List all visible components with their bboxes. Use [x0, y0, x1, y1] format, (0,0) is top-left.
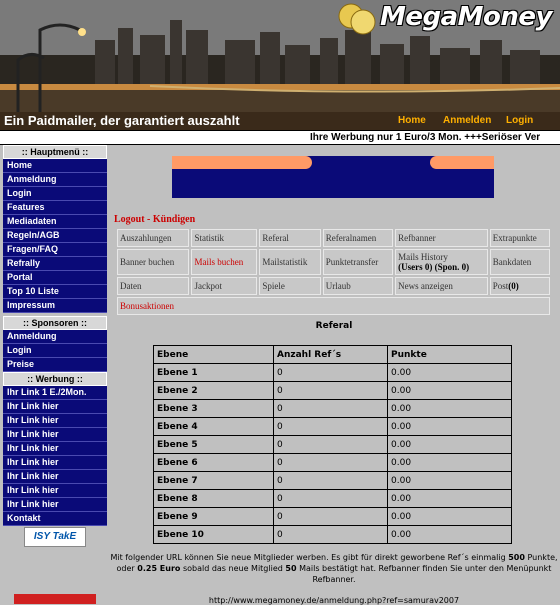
- ad-link-4[interactable]: Ihr Link hier: [3, 428, 107, 442]
- history-users-count: (Users 0): [398, 262, 433, 272]
- cell-points: 0.00: [388, 418, 512, 436]
- table-header-row: [154, 346, 512, 364]
- table-row: [154, 364, 512, 382]
- menu-refbanner[interactable]: Refbanner: [395, 229, 488, 247]
- post-count: (0): [508, 281, 519, 291]
- main-content: [108, 145, 560, 604]
- cell-points: 0.00: [388, 400, 512, 418]
- cell-count: 0: [274, 472, 388, 490]
- sidebar: [3, 145, 107, 526]
- sponsor-menu-header: :: Sponsoren ::: [3, 316, 107, 330]
- info-points: 500: [508, 553, 525, 562]
- sidebar-item-login[interactable]: Login: [3, 187, 107, 201]
- info-mails: 50: [285, 564, 297, 573]
- referral-url[interactable]: http://www.megamoney.de/anmeldung.php?ref=samurav2007: [208, 596, 460, 605]
- cell-level: Ebene 4: [154, 418, 274, 436]
- menu-extrapunkte[interactable]: Extrapunkte: [490, 229, 550, 247]
- post-label: Post: [492, 281, 509, 291]
- ad-link-6[interactable]: Ihr Link hier: [3, 456, 107, 470]
- cell-count: 0: [274, 382, 388, 400]
- sidebar-item-top10[interactable]: Top 10 Liste: [3, 285, 107, 299]
- cell-count: 0: [274, 526, 388, 544]
- cell-points: 0.00: [388, 364, 512, 382]
- top-nav-login[interactable]: Login: [506, 115, 534, 126]
- sidebar-item-kontakt[interactable]: Kontakt: [3, 512, 107, 526]
- cell-level: Ebene 3: [154, 400, 274, 418]
- cell-level: Ebene 2: [154, 382, 274, 400]
- menu-referalnamen[interactable]: Referalnamen: [323, 229, 393, 247]
- menu-news[interactable]: News anzeigen: [395, 277, 488, 295]
- sidebar-item-portal[interactable]: Portal: [3, 271, 107, 285]
- cell-points: 0.00: [388, 454, 512, 472]
- sidebar-item-faq[interactable]: Fragen/FAQ: [3, 243, 107, 257]
- menu-punktetransfer[interactable]: Punktetransfer: [323, 249, 393, 275]
- table-row: [154, 436, 512, 454]
- sponsor-item-anmeldung[interactable]: Anmeldung: [3, 330, 107, 344]
- cell-points: 0.00: [388, 472, 512, 490]
- info-text-3: sobald das neue Mitglied: [182, 564, 283, 573]
- col-ebene: Ebene: [154, 346, 274, 364]
- referal-title: Referal: [315, 321, 353, 331]
- top-nav-anmelden[interactable]: Anmelden: [443, 115, 492, 126]
- sidebar-item-home[interactable]: Home: [3, 159, 107, 173]
- cell-count: 0: [274, 418, 388, 436]
- cell-level: Ebene 1: [154, 364, 274, 382]
- ad-link-1[interactable]: Ihr Link 1 E./2Mon.: [3, 386, 107, 400]
- sidebar-item-mediadaten[interactable]: Mediadaten: [3, 215, 107, 229]
- main-menu-header: :: Hauptmenü ::: [3, 145, 107, 159]
- table-row: [154, 418, 512, 436]
- cell-points: 0.00: [388, 436, 512, 454]
- menu-mailstatistik[interactable]: Mailstatistik: [259, 249, 320, 275]
- table-row: [154, 508, 512, 526]
- ad-menu-header: :: Werbung ::: [3, 372, 107, 386]
- ad-link-7[interactable]: Ihr Link hier: [3, 470, 107, 484]
- menu-urlaub[interactable]: Urlaub: [323, 277, 393, 295]
- sponsor-item-preise[interactable]: Preise: [3, 358, 107, 372]
- top-ad-banner[interactable]: [172, 156, 494, 198]
- cell-points: 0.00: [388, 526, 512, 544]
- cell-count: 0: [274, 454, 388, 472]
- menu-post[interactable]: [490, 277, 550, 295]
- cell-count: 0: [274, 490, 388, 508]
- sidebar-item-refrally[interactable]: Refrally: [3, 257, 107, 271]
- tagline: Ein Paidmailer, der garantiert auszahlt: [4, 113, 240, 128]
- info-text-4: Mails bestätigt hat. Refbanner finden Sie unter den Menüpunkt Refbanner.: [299, 564, 552, 584]
- menu-mails-history[interactable]: [395, 249, 488, 275]
- history-spon-count: (Spon. 0): [434, 262, 470, 272]
- cell-count: 0: [274, 364, 388, 382]
- sponsor-item-login[interactable]: Login: [3, 344, 107, 358]
- table-row: [154, 490, 512, 508]
- info-text-1: Mit folgender URL können Sie neue Mitglieder werben. Es gibt für direkt geworbene Ref´s einmalig: [110, 553, 506, 562]
- ad-link-2[interactable]: Ihr Link hier: [3, 400, 107, 414]
- header-banner: [0, 0, 560, 112]
- ad-link-3[interactable]: Ihr Link hier: [3, 414, 107, 428]
- sidebar-item-regeln[interactable]: Regeln/AGB: [3, 229, 107, 243]
- member-menu-table: [115, 227, 552, 317]
- referral-info-text: [108, 552, 560, 585]
- cell-count: 0: [274, 400, 388, 418]
- gold-coins-icon: [337, 2, 377, 36]
- cell-level: Ebene 7: [154, 472, 274, 490]
- menu-bonusaktionen[interactable]: Bonusaktionen: [117, 297, 550, 315]
- menu-bankdaten[interactable]: Bankdaten: [490, 249, 550, 275]
- cell-points: 0.00: [388, 490, 512, 508]
- menu-mails-buchen[interactable]: Mails buchen: [191, 249, 257, 275]
- table-row: [154, 472, 512, 490]
- table-row: [154, 454, 512, 472]
- ad-link-9[interactable]: Ihr Link hier: [3, 498, 107, 512]
- menu-referal[interactable]: Referal: [259, 229, 320, 247]
- brand-logo: MegaMoney: [380, 2, 552, 32]
- cell-points: 0.00: [388, 508, 512, 526]
- bottom-banner-image[interactable]: [14, 594, 96, 604]
- info-euro: 0.25 Euro: [137, 564, 181, 573]
- cell-count: 0: [274, 508, 388, 526]
- col-punkte: Punkte: [388, 346, 512, 364]
- menu-auszahlungen[interactable]: Auszahlungen: [117, 229, 189, 247]
- top-nav-home[interactable]: Home: [398, 115, 426, 126]
- cell-level: Ebene 5: [154, 436, 274, 454]
- ad-link-5[interactable]: Ihr Link hier: [3, 442, 107, 456]
- cell-count: 0: [274, 436, 388, 454]
- sidebar-item-impressum[interactable]: Impressum: [3, 299, 107, 313]
- table-row: [154, 382, 512, 400]
- sidebar-item-anmeldung[interactable]: Anmeldung: [3, 173, 107, 187]
- menu-jackpot[interactable]: Jackpot: [191, 277, 257, 295]
- cell-level: Ebene 6: [154, 454, 274, 472]
- cell-level: Ebene 10: [154, 526, 274, 544]
- news-ticker: [0, 130, 560, 145]
- menu-banner-buchen[interactable]: Banner buchen: [117, 249, 189, 275]
- mails-history-label: Mails History: [398, 252, 448, 262]
- menu-daten[interactable]: Daten: [117, 277, 189, 295]
- table-row: [154, 526, 512, 544]
- tagline-bar: [0, 112, 560, 130]
- referal-table: [153, 345, 512, 544]
- ad-link-8[interactable]: Ihr Link hier: [3, 484, 107, 498]
- ticker-text: Ihre Werbung nur 1 Euro/3 Mon. +++Seriöser Ver: [310, 132, 541, 143]
- logout-link[interactable]: Logout - Kündigen: [114, 214, 196, 225]
- menu-spiele[interactable]: Spiele: [259, 277, 320, 295]
- info-text-2: Punkte, oder: [116, 553, 558, 573]
- menu-statistik[interactable]: Statistik: [191, 229, 257, 247]
- table-row: [154, 400, 512, 418]
- cell-points: 0.00: [388, 382, 512, 400]
- cell-level: Ebene 9: [154, 508, 274, 526]
- col-anzahl: Anzahl Ref´s: [274, 346, 388, 364]
- sidebar-item-features[interactable]: Features: [3, 201, 107, 215]
- sponsor-logo[interactable]: ISY TakE: [24, 527, 86, 547]
- cell-level: Ebene 8: [154, 490, 274, 508]
